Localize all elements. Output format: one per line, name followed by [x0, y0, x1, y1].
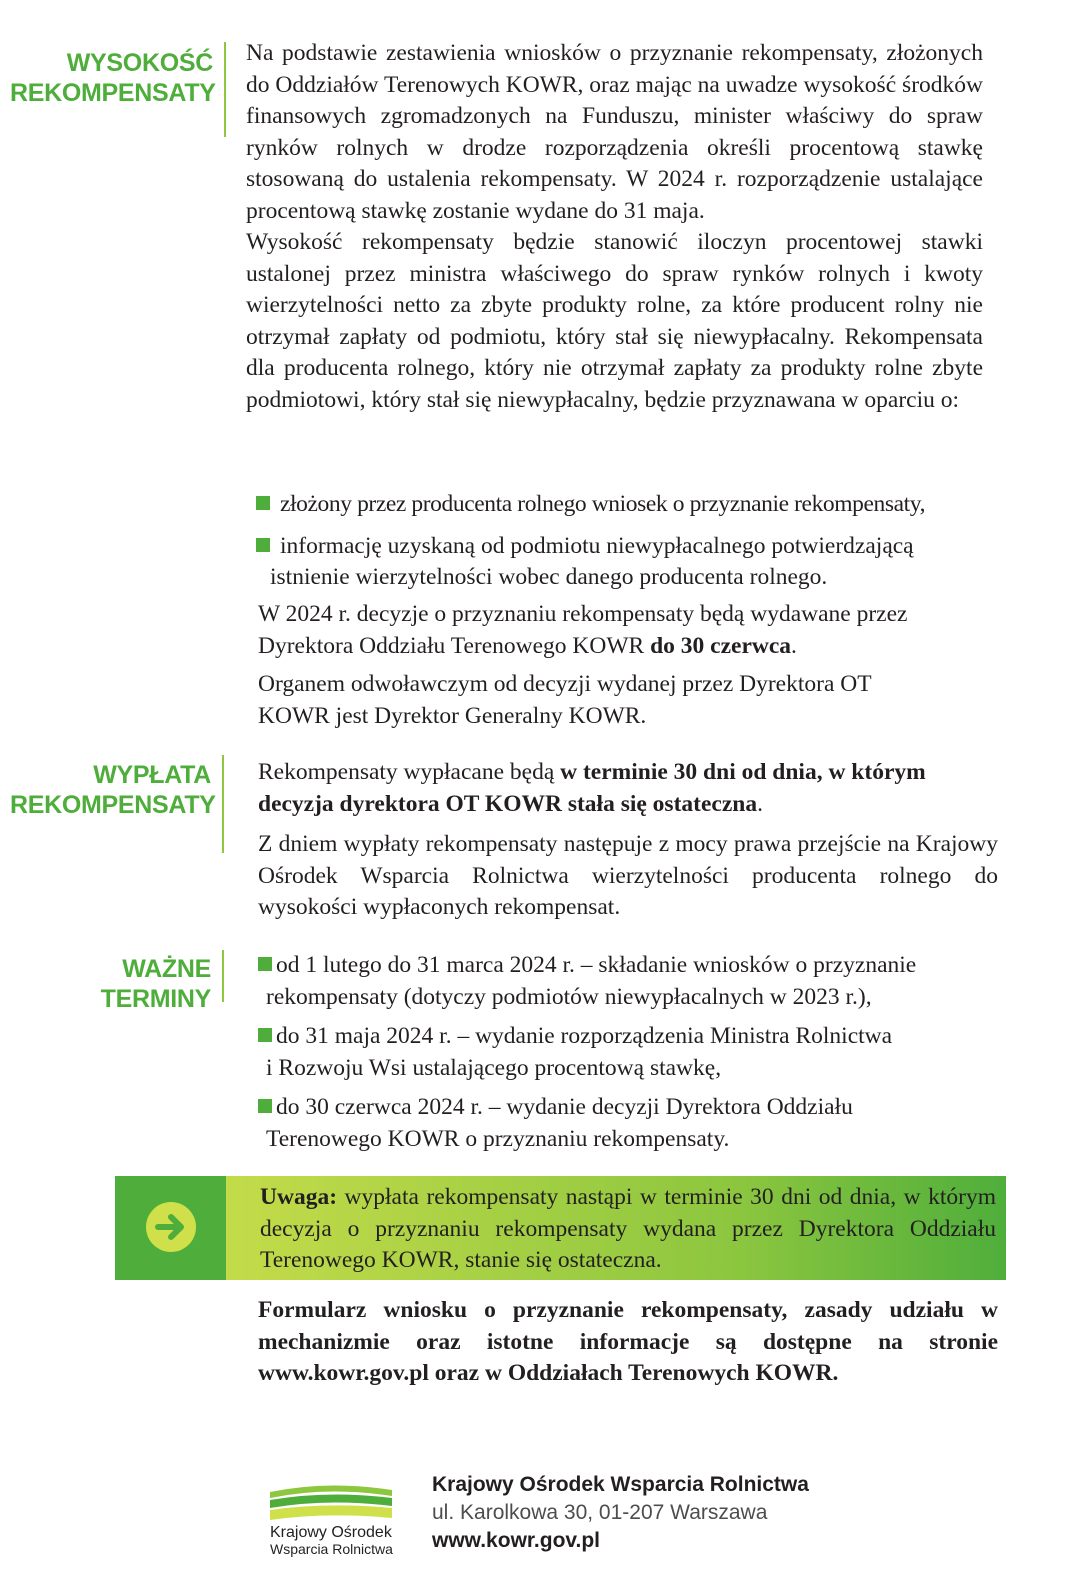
square-bullet-icon: [256, 496, 270, 510]
payment-paragraph: Rekompensaty wypłacane będą w terminie 30 dni od dnia, w którym decyzja dyrektora OT KOWR stała się ostateczna.: [258, 759, 926, 817]
deadline-list: [258, 950, 998, 1155]
list-item: od 1 lutego do 31 marca 2024 r. – składanie wniosków o przyznanie rekompensaty (dotyczy podmiotów niewypłacalnych w 2023 r.),: [258, 950, 998, 1013]
list-item: do 31 maja 2024 r. – wydanie rozporządzenia Ministra Rolnictwa i Rozwoju Wsi ustalającego procentową stawkę,: [258, 1021, 998, 1084]
arrow-right-icon: [146, 1202, 196, 1252]
square-bullet-icon: [256, 538, 270, 552]
section-divider: [222, 755, 224, 853]
square-bullet-icon: [258, 1028, 272, 1042]
square-bullet-icon: [258, 1099, 272, 1113]
paragraph: Wysokość rekompensaty będzie stanowić iloczyn procentowej stawki ustalonej przez ministra właściwego do spraw rynków rolnych i kwoty wierzytelności netto za zbyte produkty rolne, za które producent rolny nie otrzymał zapłaty od podmiotu, który stał się niewypłacalny. Rekompensata dla producenta rolnego, który nie otrzymał zapłaty za produkty rolne zbyte podmiotowi, który stał się niewypłacalny, będzie przyznawana w oparciu o:: [246, 229, 983, 413]
transfer-paragraph: Z dniem wypłaty rekompensaty następuje z mocy prawa przejście na Krajowy Ośrodek Wsparcia Rolnictwa wierzytelności producenta rolnego do wysokości wypłaconych rekompensat.: [258, 831, 998, 920]
appeal-paragraph: Organem odwoławczym od decyzji wydanej przez Dyrektora OT KOWR jest Dyrektor Generalny KOWR.: [258, 671, 872, 729]
list-item: do 30 czerwca 2024 r. – wydanie decyzji Dyrektora Oddziału Terenowego KOWR o przyznaniu rekompensaty.: [258, 1092, 998, 1155]
list-item: złożony przez producenta rolnego wniosek o przyznanie rekompensaty,: [256, 489, 996, 521]
decision-paragraph: W 2024 r. decyzje o przyznaniu rekompensaty będą wydawane przez Dyrektora Oddziału Terenowego KOWR do 30 czerwca.: [258, 601, 908, 659]
kowr-logo: [268, 1478, 394, 1522]
closing-paragraph: Formularz wniosku o przyznanie rekompensaty, zasady udziału w mechanizmie oraz istotne informacje są dostępne na stronie www.kowr.gov.pl oraz w Oddziałach Terenowych KOWR.: [258, 1297, 998, 1386]
square-bullet-icon: [258, 957, 272, 971]
logo-caption: Krajowy Ośrodek Wsparcia Rolnictwa: [270, 1524, 393, 1557]
list-item: informację uzyskaną od podmiotu niewypłacalnego potwierdzającą istnienie wierzytelności wobec danego producenta rolnego.: [256, 531, 996, 594]
section-label-wyplata: WYPŁATA REKOMPENSATY: [10, 761, 216, 819]
section-label-terminy: WAŻNE TERMINY: [100, 955, 211, 1013]
bullet-list: [256, 489, 996, 594]
section-divider: [224, 42, 226, 137]
section-label-wysokosc: WYSOKOŚĆ REKOMPENSATY: [10, 49, 216, 107]
section1-body: [246, 38, 983, 416]
footer-website-link[interactable]: www.kowr.gov.pl: [432, 1529, 601, 1552]
footer-address: ul. Karolkowa 30, 01-207 Warszawa: [432, 1501, 768, 1524]
footer-organization: Krajowy Ośrodek Wsparcia Rolnictwa: [432, 1473, 809, 1496]
paragraph: Na podstawie zestawienia wniosków o przyznanie rekompensaty, złożonych do Oddziałów Terenowych KOWR, oraz mając na uwadze wysokość środków finansowych zgromadzonych na Funduszu, minister właściwy do spraw rynków rolnych w drodze rozporządzenia określi procentową stawkę stosowaną do ustalenia rekompensaty. W 2024 r. rozporządzenie ustalające procentową stawkę zostanie wydane do 31 maja.: [246, 40, 983, 224]
notice-text: Uwaga: wypłata rekompensaty nastąpi w terminie 30 dni od dnia, w którym decyzja o przyznaniu rekompensaty wydana przez Dyrektora Oddziału Terenowego KOWR, stanie się ostateczna.: [260, 1184, 996, 1273]
section-divider: [222, 950, 224, 1002]
